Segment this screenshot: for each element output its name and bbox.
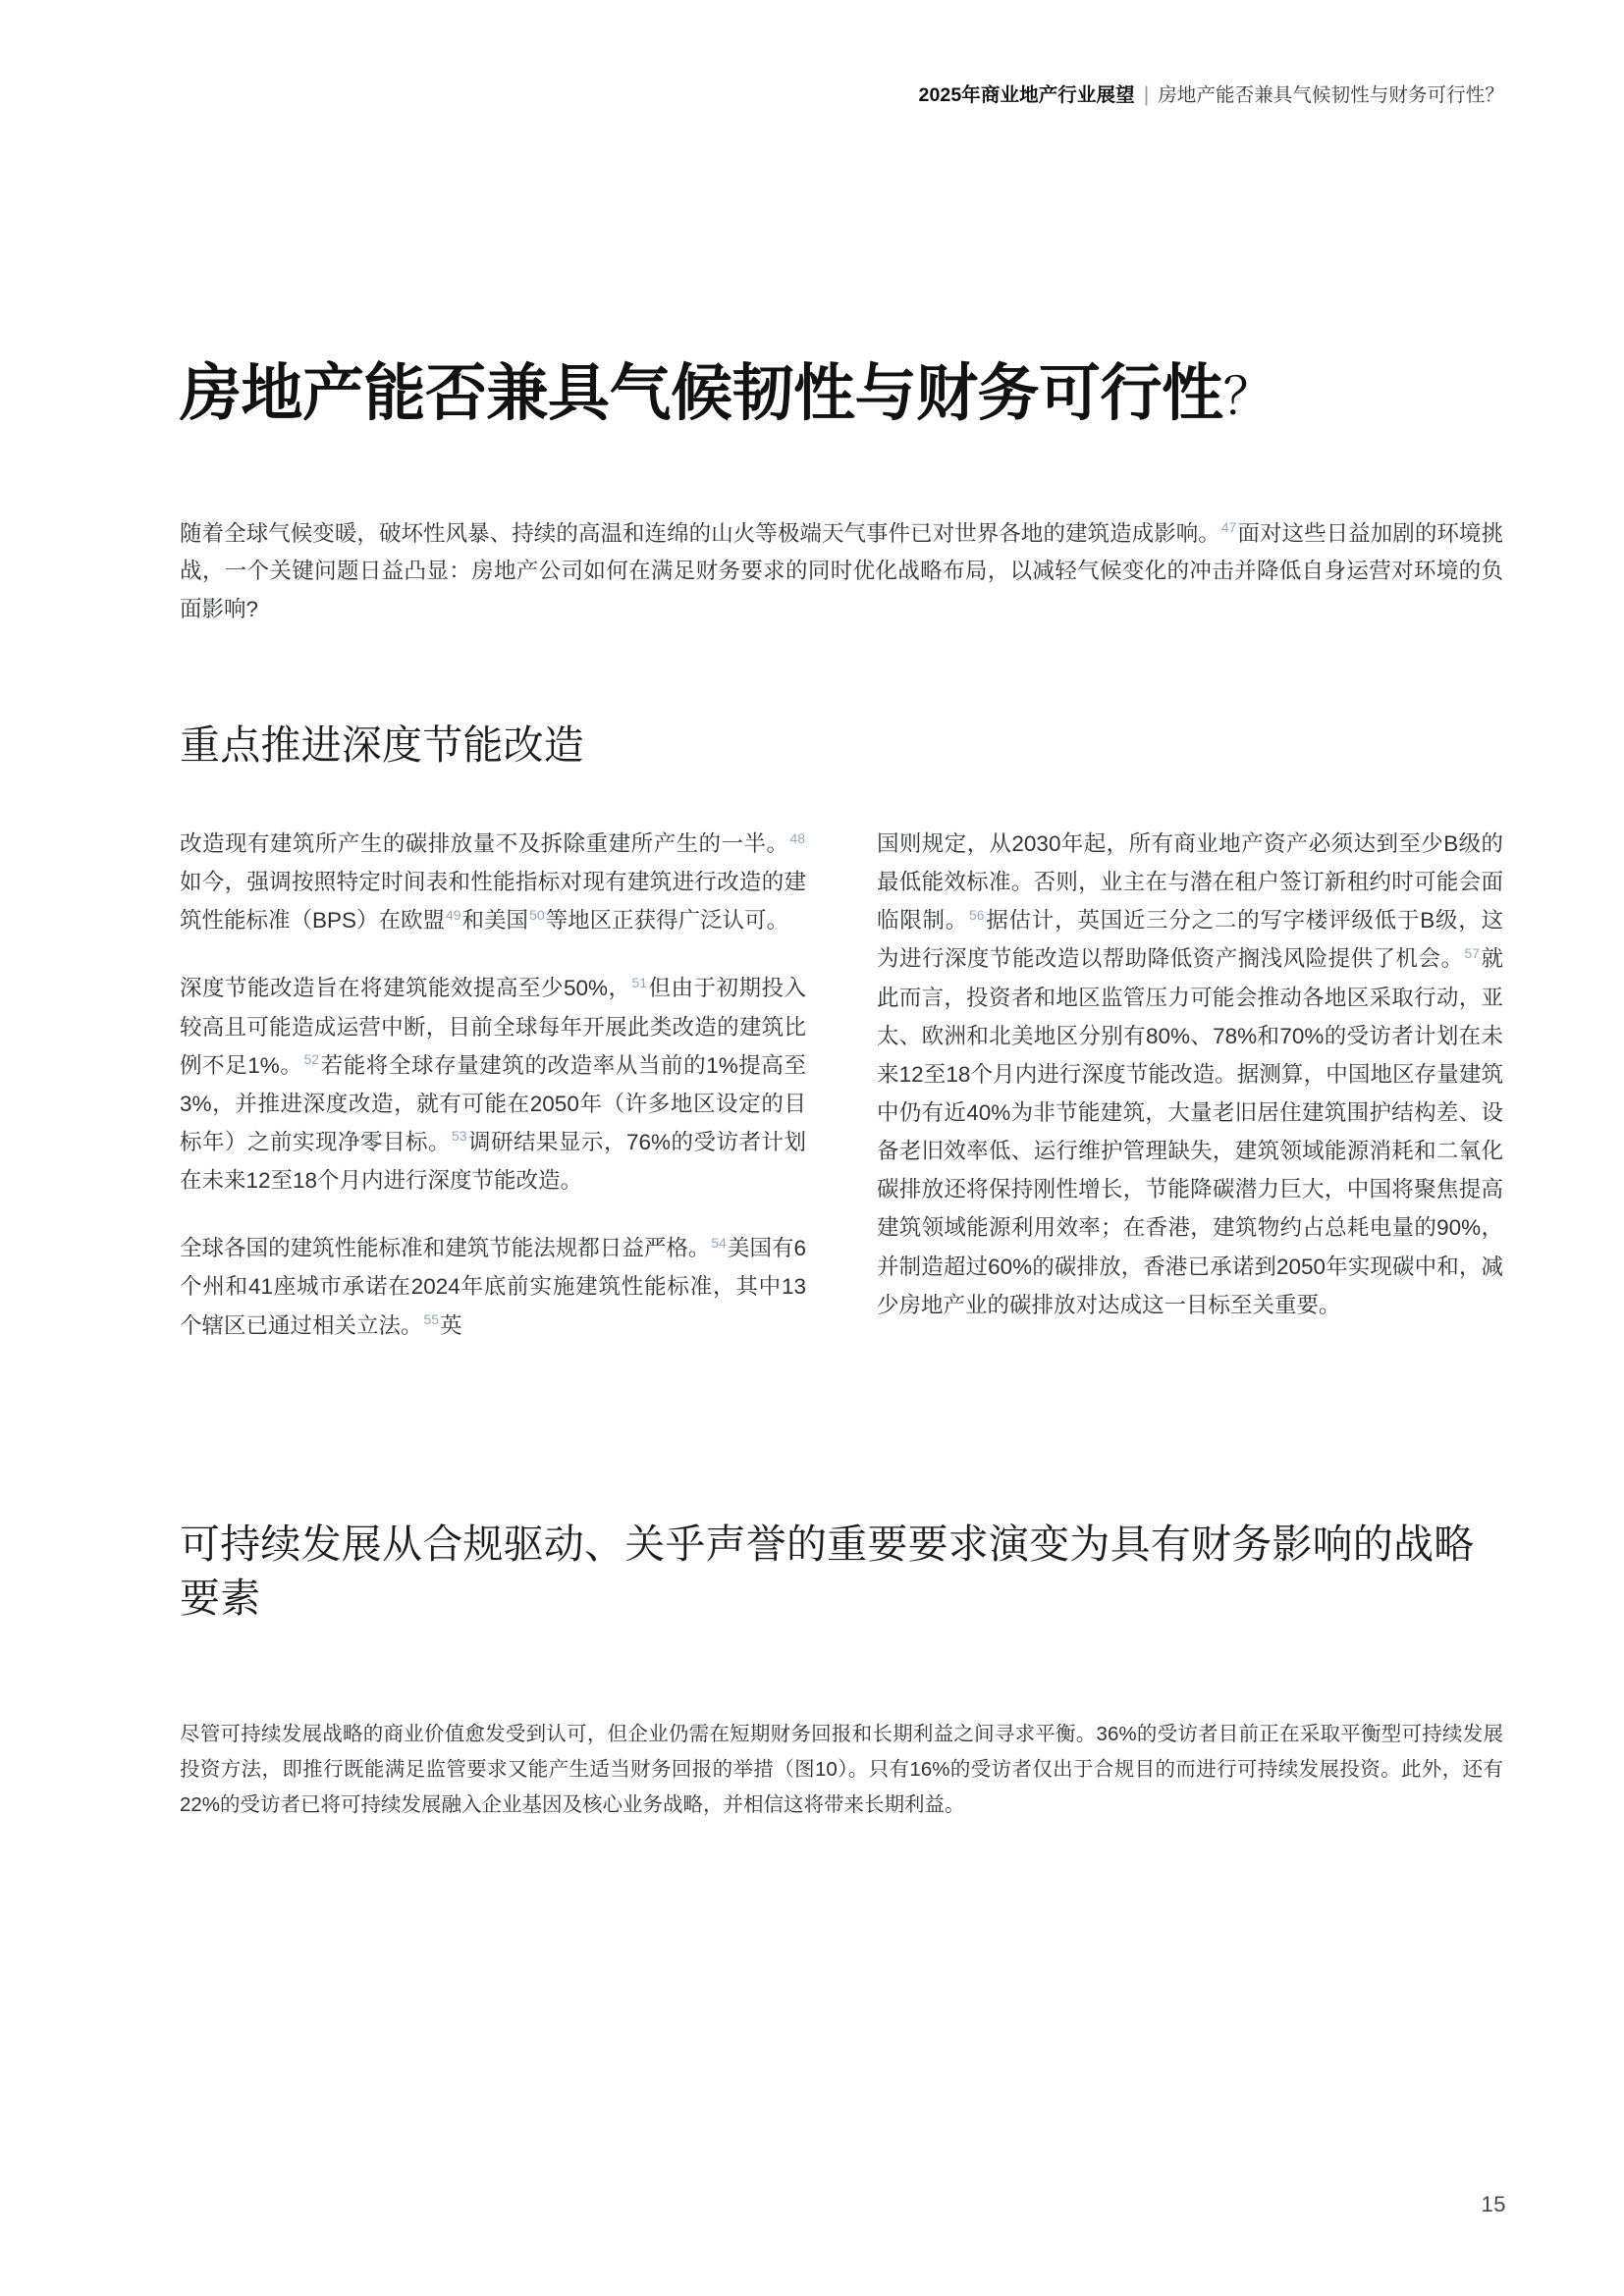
lcp1-b: 如今，强调按照特定时间表和性能指标对现有建筑进行改造的建筑性能标准（BPS）在欧盟 bbox=[180, 870, 806, 934]
running-header bbox=[919, 82, 1504, 107]
rcp1-a: 国则规定，从2030年起，所有商业地产资产必须达到至少B级的最低能效标准。否则，业主在与潜在租户签订新租约时可能会面临限制。 bbox=[877, 831, 1503, 934]
page-number: 15 bbox=[1481, 2192, 1506, 2216]
lcp2-a: 深度节能改造旨在将建筑能效提高至少50%， bbox=[180, 976, 631, 1001]
two-column-body bbox=[180, 825, 1503, 1345]
footnote-ref-55: 55 bbox=[423, 1311, 440, 1328]
section-heading-retrofit: 重点推进深度节能改造 bbox=[180, 722, 584, 769]
lcp3-c: 英 bbox=[440, 1312, 462, 1338]
footnote-ref-52: 52 bbox=[303, 1051, 320, 1068]
lead-paragraph bbox=[180, 515, 1503, 629]
lcp1-d: 等地区正获得广泛认可。 bbox=[545, 908, 789, 934]
rcp1-c: 就此而言，投资者和地区监管压力可能会推动各地区采取行动，亚太、欧洲和北美地区分别有80%、78%和70%的受访者计划在未来12至18个月内进行深度节能改造。据测算，中国地区存量建筑中仍有近40%为非节能建筑，大量老旧居住建筑围护结构差、设备老旧效率低、运行维护管理缺失，建筑领域能源消耗和二氧化碳排放还将保持刚性增长，节能降碳潜力巨大，中国将聚焦提高建筑领域能源利用效率；在香港，建筑物约占总耗电量的90%，并制造超过60%的碳排放，香港已承诺到2050年实现碳中和，减少房地产业的碳排放对达成这一目标至关重要。 bbox=[877, 946, 1503, 1317]
closing-paragraph: 尽管可持续发展战略的商业价值愈发受到认可，但企业仍需在短期财务回报和长期利益之间寻求平衡。36%的受访者目前正在采取平衡型可持续发展投资方法，即推行既能满足监管要求又能产生适当财务回报的举措（图10）。只有16%的受访者仅出于合规目的而进行可持续发展投资。此外，还有22%的受访者已将可持续发展融入企业基因及核心业务战略，并相信这将带来长期利益。 bbox=[180, 1722, 1503, 1817]
lcp3-a: 全球各国的建筑性能标准和建筑节能法规都日益严格。 bbox=[180, 1236, 711, 1261]
footnote-ref-50: 50 bbox=[529, 906, 545, 923]
body-column-left bbox=[180, 825, 806, 1345]
rcp1-b: 据估计，英国近三分之二的写字楼评级低于B级，这为进行深度节能改造以帮助降低资产搁浅风险提供了机会。 bbox=[877, 908, 1503, 972]
left-column-paragraph-2 bbox=[180, 969, 806, 1200]
lcp2-d: 调研结果显示，76%的受访者计划在未来12至18个月内进行深度节能改造。 bbox=[180, 1129, 806, 1194]
page-title-text: 房地产能否兼具气候韧性与财务可行性 bbox=[180, 359, 1223, 429]
footnote-ref-49: 49 bbox=[446, 906, 461, 923]
footnote-ref-56: 56 bbox=[969, 906, 985, 923]
lcp1-c: 和美国 bbox=[461, 908, 529, 934]
footnote-ref-57: 57 bbox=[1464, 944, 1480, 961]
running-header-report-title: 2025年商业地产行业展望 bbox=[918, 84, 1135, 106]
footnote-ref-47: 47 bbox=[1220, 519, 1237, 535]
page-title-question-mark: ？ bbox=[1222, 369, 1274, 427]
footnote-ref-53: 53 bbox=[451, 1128, 467, 1145]
right-column-paragraph-1 bbox=[877, 825, 1503, 1324]
section-heading-sustainability: 可持续发展从合规驱动、关乎声誉的重要要求演变为具有财务影响的战略要素 bbox=[180, 1522, 1475, 1622]
lcp2-c: 若能将全球存量建筑的改造率从当前的1%提高至3%，并推进深度改造，就有可能在2050年（许多地区设定的目标年）之前实现净零目标。 bbox=[180, 1052, 806, 1154]
lcp2-b: 但由于初期投入较高且可能造成运营中断，目前全球每年开展此类改造的建筑比例不足1%。 bbox=[180, 976, 806, 1078]
page-title bbox=[180, 357, 1506, 430]
footnote-ref-48: 48 bbox=[789, 829, 805, 846]
footnote-ref-54: 54 bbox=[711, 1234, 727, 1251]
footnote-ref-51: 51 bbox=[631, 974, 647, 990]
body-column-right bbox=[877, 825, 1503, 1324]
left-column-paragraph-1 bbox=[180, 825, 806, 939]
running-header-chapter-title: 房地产能否兼具气候韧性与财务可行性？ bbox=[1158, 84, 1504, 106]
running-header-separator: | bbox=[1143, 83, 1150, 106]
lcp3-b: 美国有6个州和41座城市承诺在2024年底前实施建筑性能标准，其中13个辖区已通过相关立法。 bbox=[180, 1236, 806, 1338]
lead-part-1: 随着全球气候变暖，破坏性风暴、持续的高温和连绵的山火等极端天气事件已对世界各地的建筑造成影响。 bbox=[180, 520, 1220, 546]
lcp1-a: 改造现有建筑所产生的碳排放量不及拆除重建所产生的一半。 bbox=[180, 831, 789, 856]
left-column-paragraph-3 bbox=[180, 1229, 806, 1344]
lead-part-2: 面对这些日益加剧的环境挑战，一个关键问题日益凸显：房地产公司如何在满足财务要求的同时优化战略布局，以减轻气候变化的冲击并降低自身运营对环境的负面影响? bbox=[180, 520, 1503, 621]
